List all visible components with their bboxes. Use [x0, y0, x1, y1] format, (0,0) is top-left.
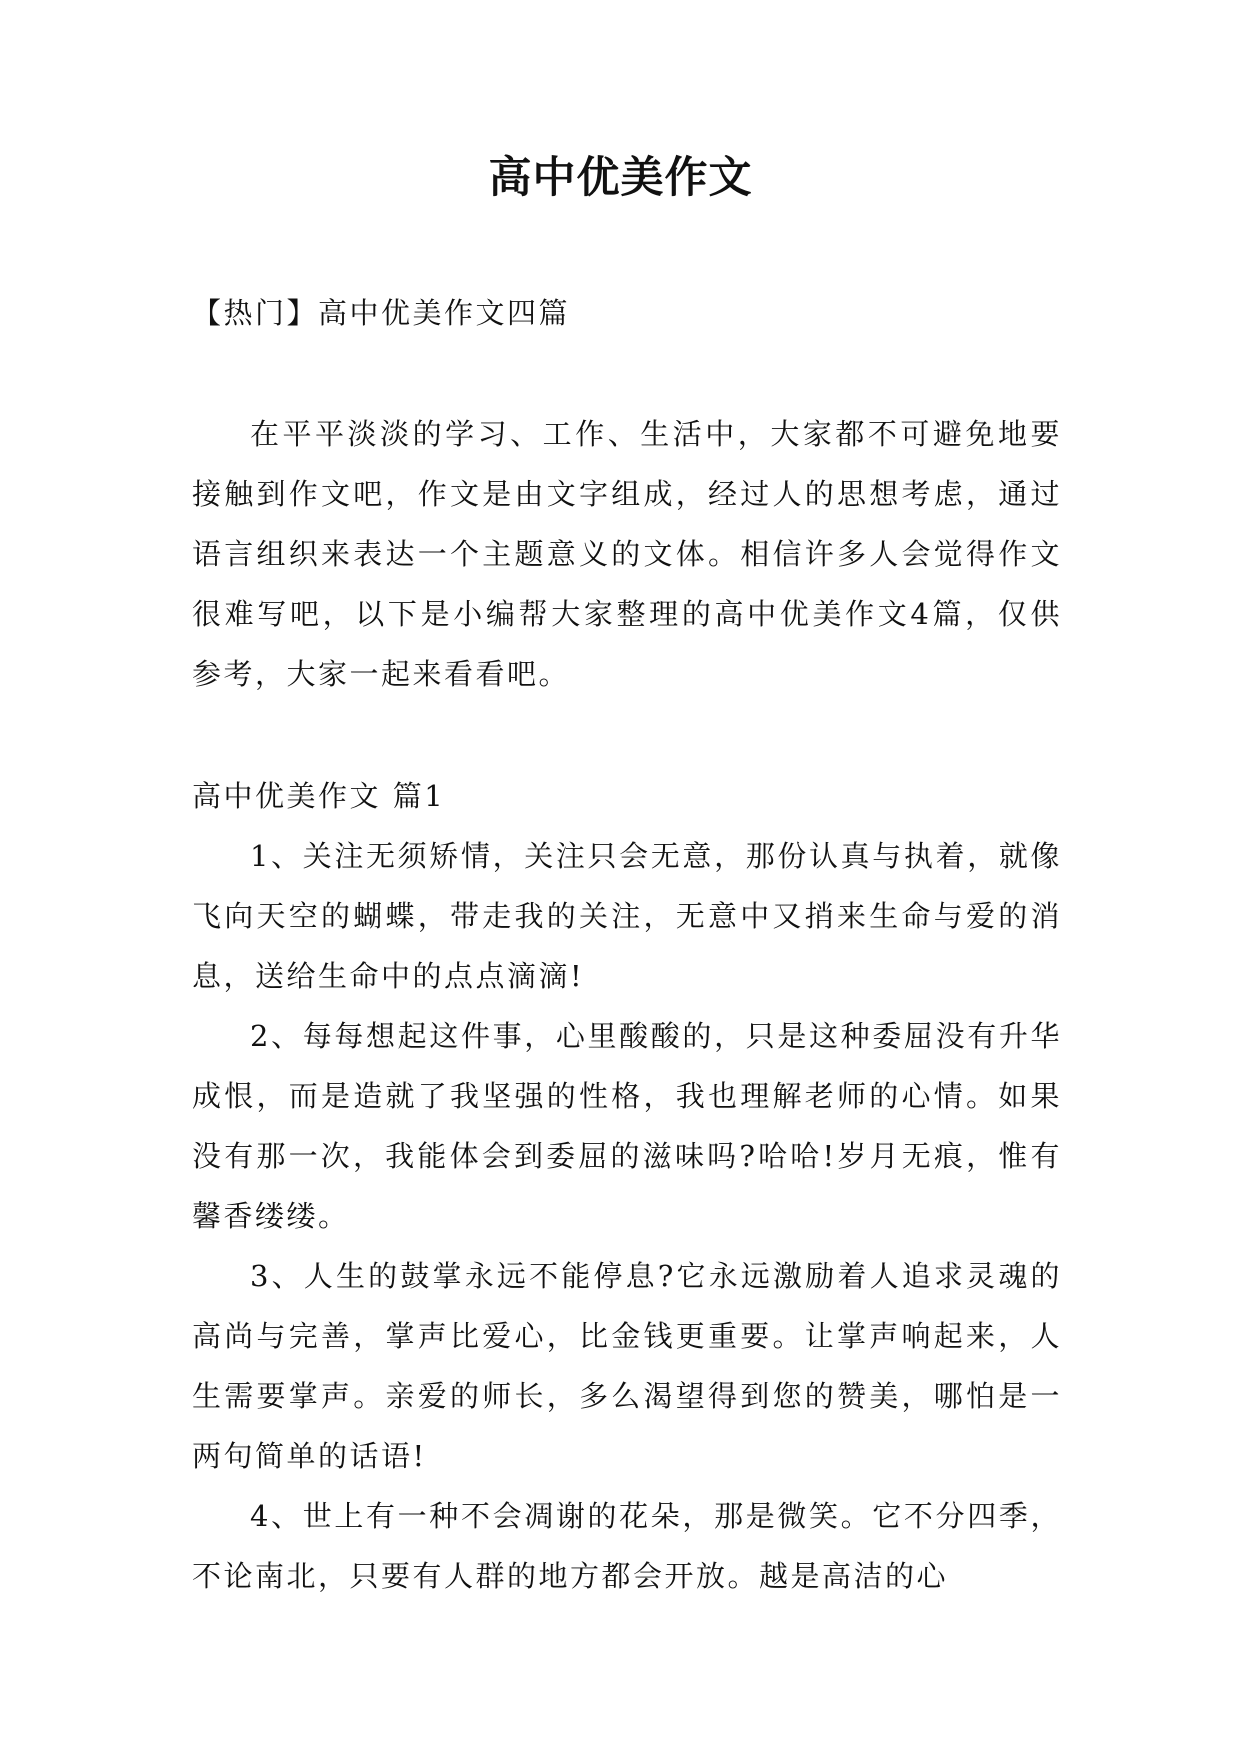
body-paragraph-4: 4、世上有一种不会凋谢的花朵，那是微笑。它不分四季，不论南北，只要有人群的地方都会开放。越是高洁的心: [192, 1499, 1062, 1593]
document-title: 高中优美作文: [488, 153, 753, 203]
body-paragraph-1: 1、关注无须矫情，关注只会无意，那份认真与执着，就像飞向天空的蝴蝶，带走我的关注，无意中又捎来生命与爱的消息，送给生命中的点点滴滴!: [192, 839, 1062, 993]
intro-paragraph: 在平平淡淡的学习、工作、生活中，大家都不可避免地要接触到作文吧，作文是由文字组成，经过人的思想考虑，通过语言组织来表达一个主题意义的文体。相信许多人会觉得作文很难写吧，以下是小编帮大家整理的高中优美作文4篇，仅供参考，大家一起来看看吧。: [192, 417, 1062, 691]
body-paragraph-2: 2、每每想起这件事，心里酸酸的，只是这种委屈没有升华成恨，而是造就了我坚强的性格，我也理解老师的心情。如果没有那一次，我能体会到委屈的滋味吗?哈哈!岁月无痕，惟有馨香缕缕。: [192, 1019, 1062, 1233]
section-heading: 高中优美作文 篇1: [192, 779, 446, 813]
body-paragraph-3: 3、人生的鼓掌永远不能停息?它永远激励着人追求灵魂的高尚与完善，掌声比爱心，比金钱更重要。让掌声响起来，人生需要掌声。亲爱的师长，多么渴望得到您的赞美，哪怕是一两句简单的话语!: [192, 1259, 1062, 1473]
document-subtitle: 【热门】高中优美作文四篇: [192, 296, 571, 330]
document-body: [192, 288, 1062, 1606]
